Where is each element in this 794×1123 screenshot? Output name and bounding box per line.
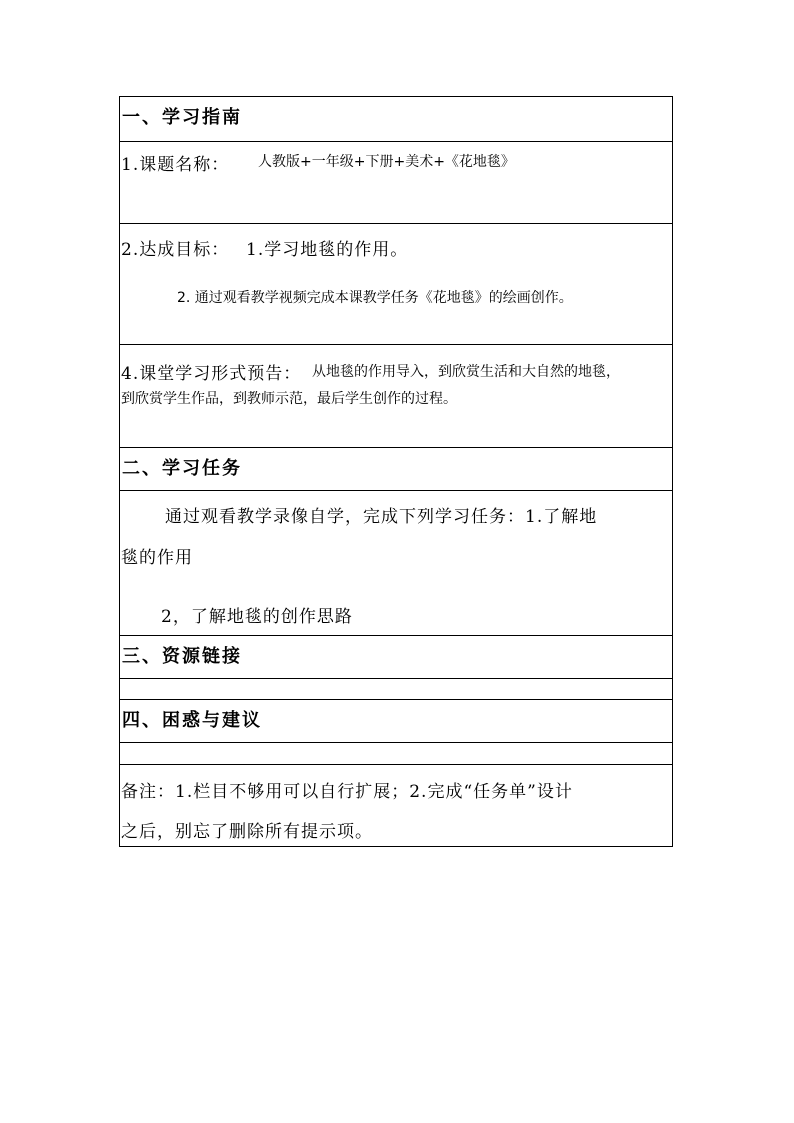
notes-row: [120, 764, 672, 846]
section-heading-questions: [120, 699, 672, 742]
goal-item-2: 2. 通过观看教学视频完成本课教学任务《花地毯》的绘画创作。: [177, 290, 573, 306]
heading-text: 三、资源链接: [122, 646, 242, 667]
heading-text: 二、学习任务: [122, 458, 242, 479]
form-row: [120, 344, 672, 447]
section-heading-guide: [120, 97, 672, 141]
form-line-1: 从地毯的作用导入，到欣赏生活和大自然的地毯，: [312, 364, 620, 380]
goal-label: 2.达成目标：: [121, 240, 230, 260]
topic-value: 人教版+一年级+下册+美术+《花地毯》: [258, 154, 515, 170]
tasks-line-3: 2，了解地毯的创作思路: [161, 607, 353, 627]
goal-row: [120, 223, 672, 344]
tasks-row: [120, 490, 672, 635]
topic-row: [120, 141, 672, 223]
section-heading-tasks: [120, 447, 672, 490]
questions-empty-row: [120, 742, 672, 764]
topic-label: 1.课题名称：: [121, 155, 230, 175]
form-label: 4.课堂学习形式预告：: [121, 364, 302, 384]
heading-text: 一、学习指南: [122, 107, 242, 128]
heading-text: 四、困惑与建议: [122, 710, 262, 731]
form-line-2: 到欣赏学生作品，到教师示范，最后学生创作的过程。: [121, 391, 457, 407]
goal-item-1: 1.学习地毯的作用。: [246, 240, 409, 260]
tasks-line-2: 毯的作用: [121, 548, 193, 568]
notes-line-2: 之后，别忘了删除所有提示项。: [121, 822, 373, 842]
section-heading-resources: [120, 635, 672, 678]
tasks-line-1: 通过观看教学录像自学，完成下列学习任务：1.了解地: [165, 507, 598, 527]
task-sheet-table: [119, 96, 673, 847]
notes-line-1: 备注：1.栏目不够用可以自行扩展；2.完成“任务单”设计: [121, 782, 573, 802]
resources-empty-row: [120, 678, 672, 699]
